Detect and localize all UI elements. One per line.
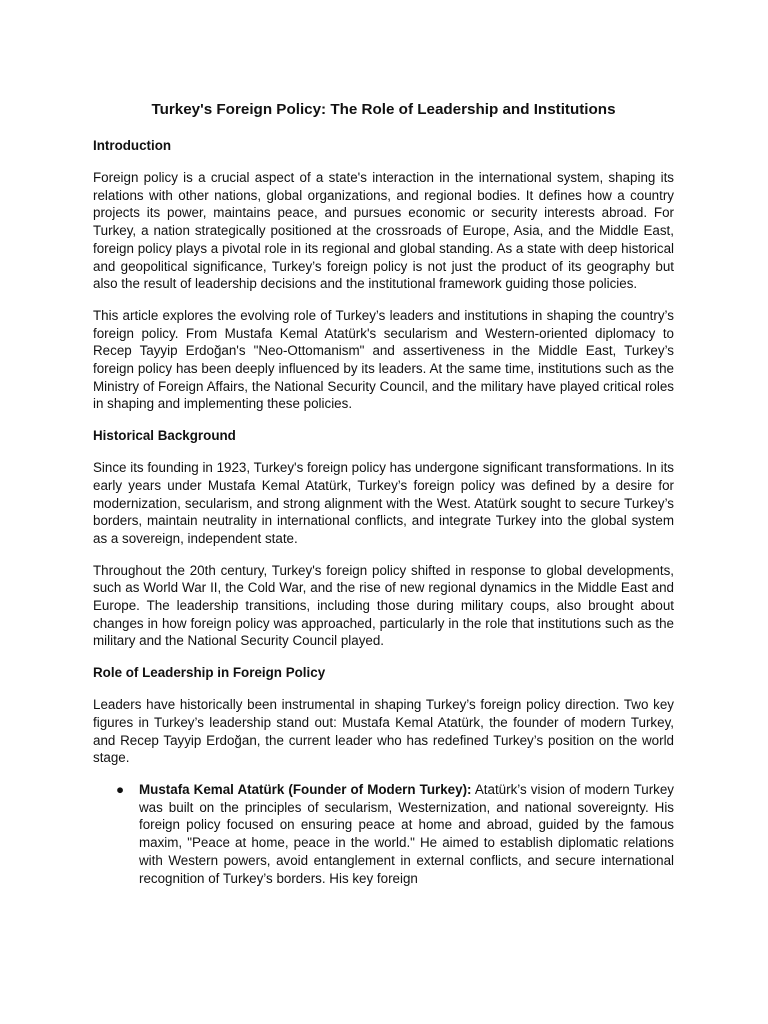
paragraph: Foreign policy is a crucial aspect of a state's interaction in the international system, shaping its relations with other nations, global organizations, and regional bodies. It defines how a country projects its power, maintains peace, and pursues economic or security interests abroad. For Turkey, a nation strategically positioned at the crossroads of Europe, Asia, and the Middle East, foreign policy plays a pivotal role in its regional and global standing. As a state with deep historical and geopolitical significance, Turkey’s foreign policy is not just the product of its geography but also the result of leadership decisions and the institutional framework guiding those policies. [93, 170, 674, 292]
paragraph: Leaders have historically been instrumental in shaping Turkey’s foreign policy direction. Two key figures in Turkey’s leadership stand out: Mustafa Kemal Atatürk, the founder of modern Turkey, and Recep Tayyip Erdoğan, the current leader who has redefined Turkey’s position on the world stage. [93, 697, 674, 766]
paragraph: Throughout the 20th century, Turkey's foreign policy shifted in response to global developments, such as World War II, the Cold War, and the rise of new regional dynamics in the Middle East and Europe. The leadership transitions, including those during military coups, also brought about changes in how foreign policy was approached, particularly in the role that institutions such as the military and the National Security Council played. [93, 562, 674, 649]
paragraph: Since its founding in 1923, Turkey's foreign policy has undergone significant transformations. In its early years under Mustafa Kemal Atatürk, Turkey’s foreign policy was defined by a desire for modernization, secularism, and strong alignment with the West. Atatürk sought to secure Turkey’s borders, maintain neutrality in international conflicts, and integrate Turkey into the global system as a sovereign, independent state. [93, 460, 674, 546]
bullet-icon: ● [116, 781, 125, 797]
bullet-text: Atatürk’s vision of modern Turkey was built on the principles of secularism, Westernization, and national sovereignty. His foreign policy focused on ensuring peace at home and abroad, guided by the famous maxim, "Peace at home, peace in the world." He aimed to establish diplomatic relations with Western powers, avoid entanglement in external conflicts, and secure international recognition of Turkey’s borders. His key foreign [139, 781, 675, 886]
section-heading-introduction: Introduction [93, 138, 172, 153]
document-title: Turkey's Foreign Policy: The Role of Leadership and Institutions [151, 101, 616, 118]
list-item [93, 781, 674, 887]
paragraph: This article explores the evolving role of Turkey’s leaders and institutions in shaping the country’s foreign policy. From Mustafa Kemal Atatürk's secularism and Western-oriented diplomacy to Recep Tayyip Erdoğan's "Neo-Ottomanism" and assertiveness in the Middle East, Turkey’s foreign policy has been deeply influenced by its leaders. At the same time, institutions such as the Ministry of Foreign Affairs, the National Security Council, and the military have played critical roles in shaping and implementing these policies. [93, 307, 674, 412]
section-heading-historical-background: Historical Background [93, 428, 236, 444]
document-page [93, 99, 674, 887]
section-heading-role-of-leadership: Role of Leadership in Foreign Policy [93, 665, 326, 681]
bullet-term: Mustafa Kemal Atatürk (Founder of Modern Turkey): [139, 781, 472, 797]
bullet-list [93, 781, 674, 887]
